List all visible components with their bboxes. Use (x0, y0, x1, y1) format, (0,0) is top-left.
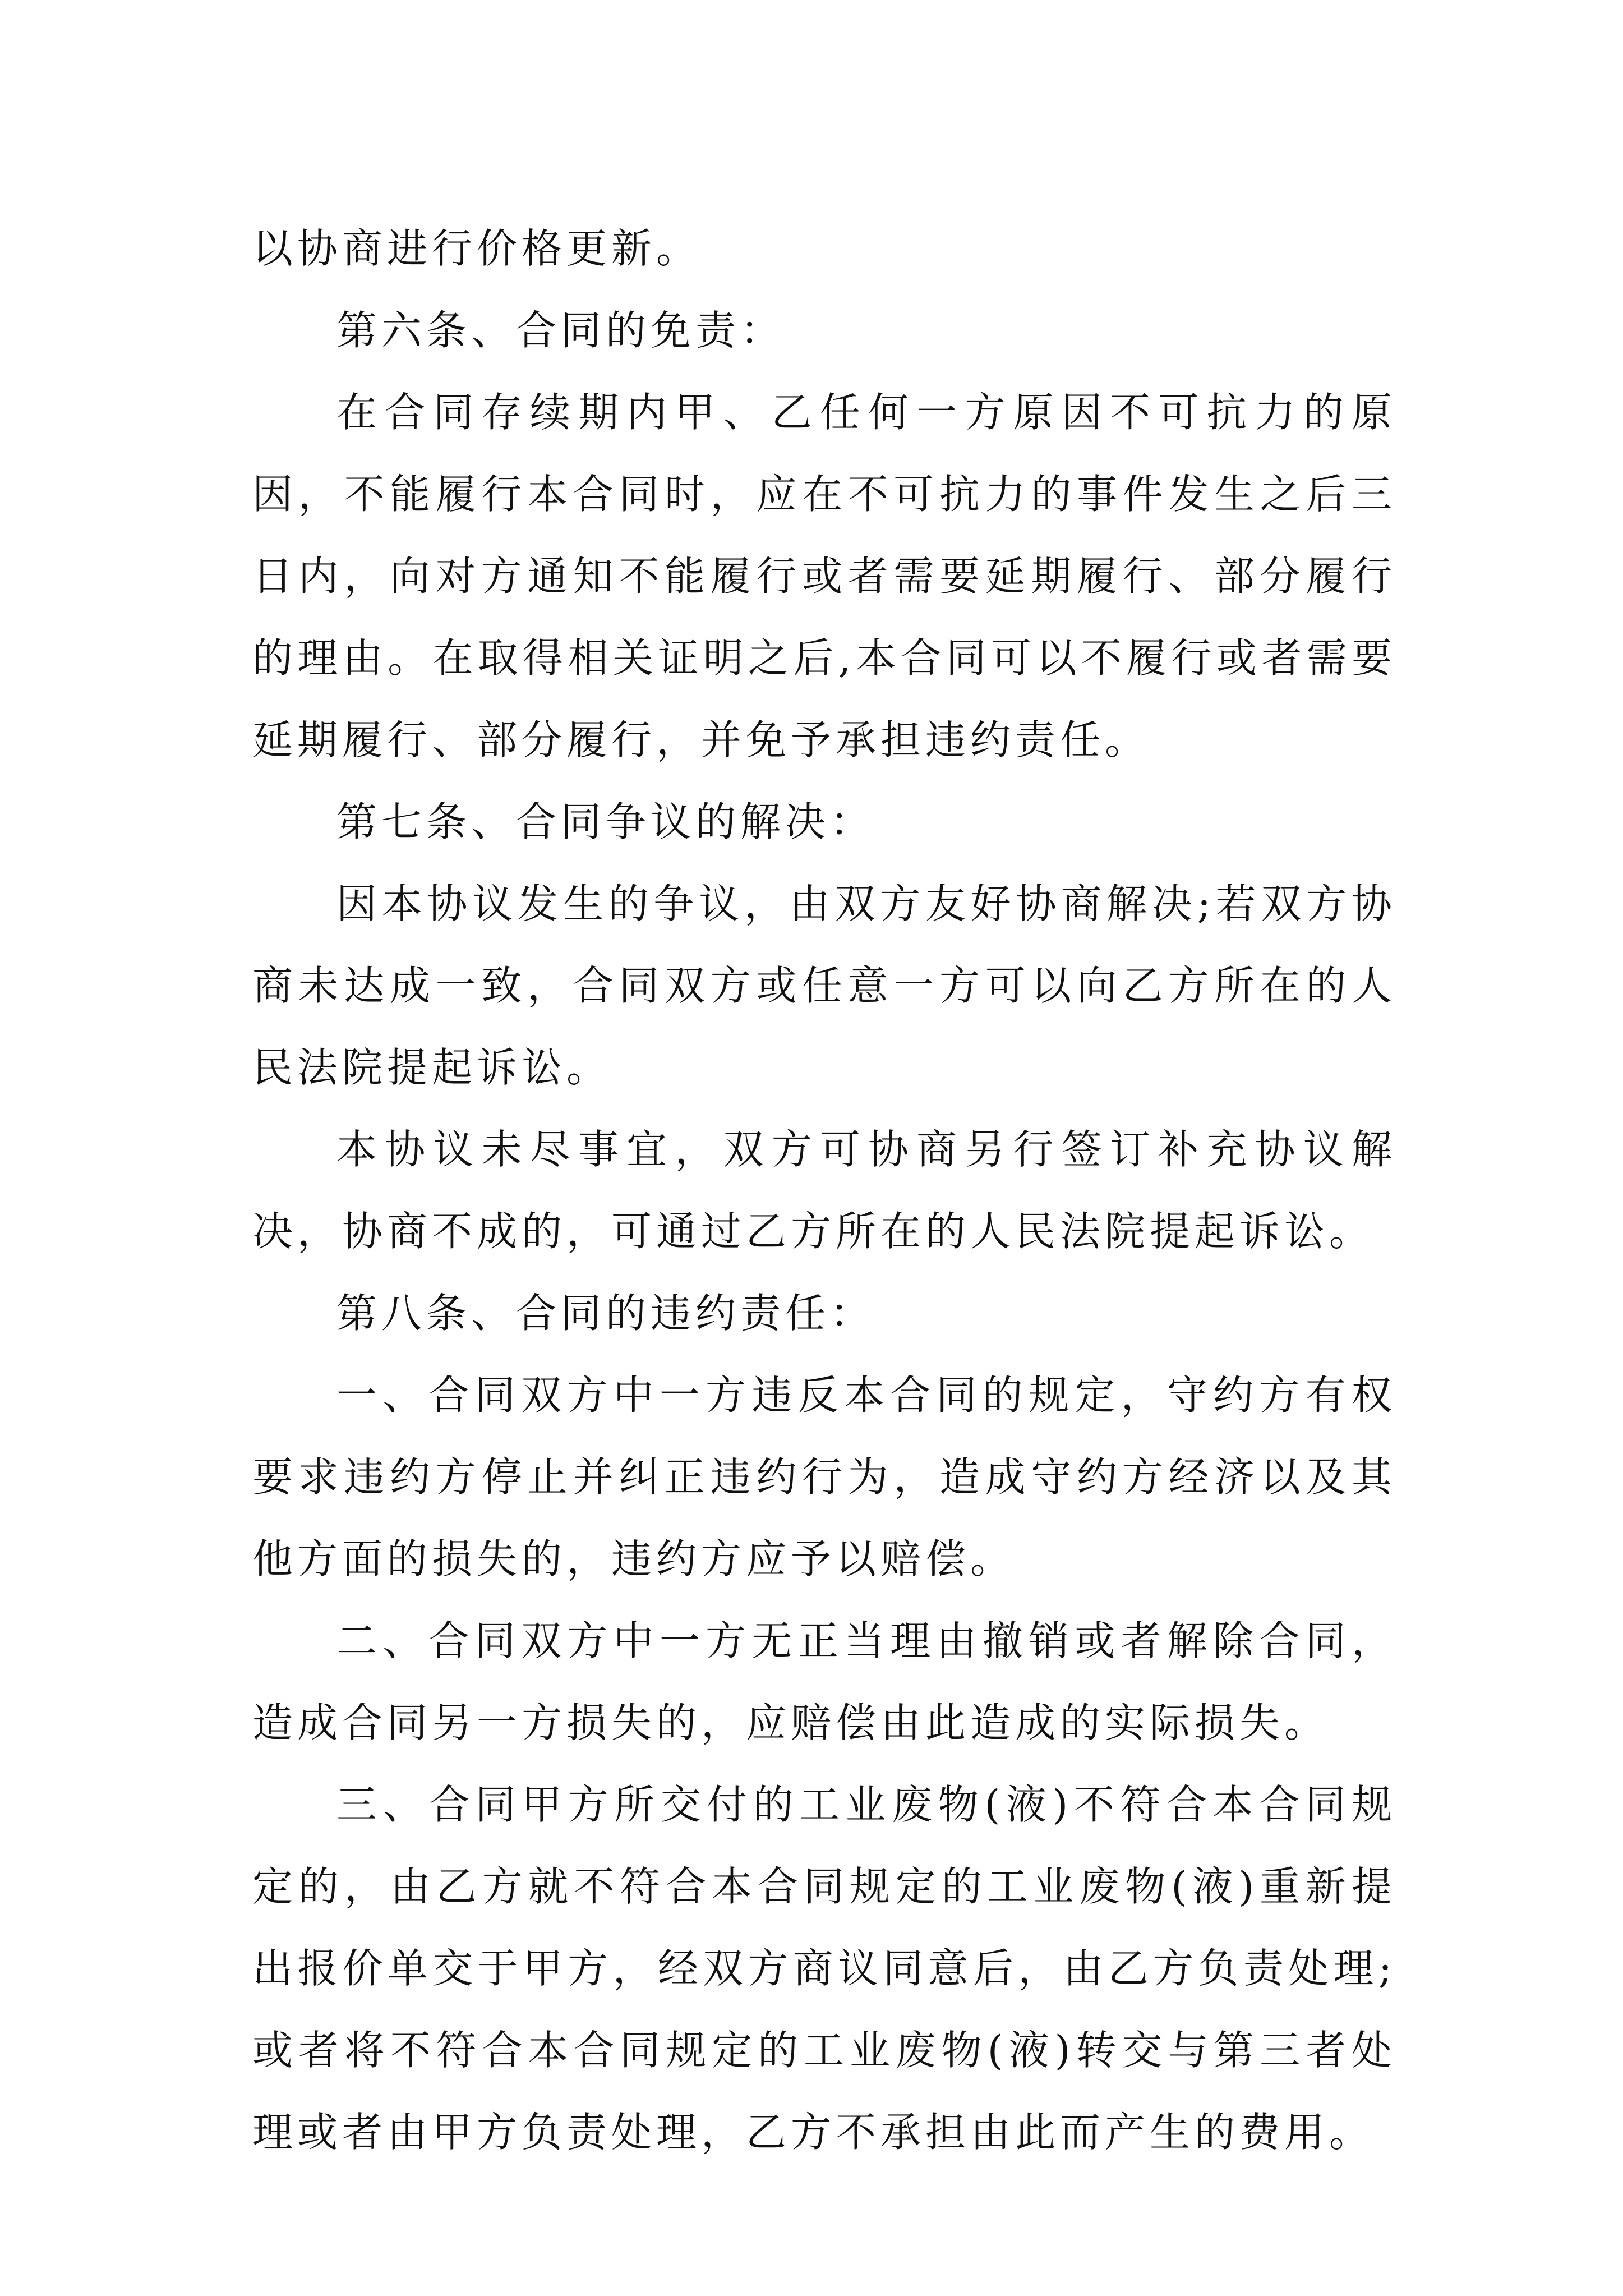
paragraph-breach-clause-1: 一、合同双方中一方违反本合同的规定，守约方有权要求违约方停止并纠正违约行为，造成守约方经济以及其他方面的损失的，违约方应予以赔偿。 (252, 1372, 1396, 1582)
paragraph-dispute-resolution: 因本协议发生的争议，由双方友好协商解决;若双方协商未达成一致，合同双方或任意一方可以向乙方所在的人民法院提起诉讼。 (252, 880, 1396, 1091)
paragraph-breach-clause-3: 三、合同甲方所交付的工业废物(液)不符合本合同规定的，由乙方就不符合本合同规定的工业废物(液)重新提出报价单交于甲方，经双方商议同意后，由乙方负责处理;或者将不符合本合同规定的工业废物(液)转交与第三者处理或者由甲方负责处理，乙方不承担由此而产生的费用。 (252, 1781, 1396, 2156)
paragraph-breach-clause-2: 二、合同双方中一方无正当理由撤销或者解除合同，造成合同另一方损失的，应赔偿由此造成的实际损失。 (252, 1617, 1396, 1746)
paragraph-force-majeure: 在合同存续期内甲、乙任何一方原因不可抗力的原因，不能履行本合同时，应在不可抗力的事件发生之后三日内，向对方通知不能履行或者需要延期履行、部分履行的理由。在取得相关证明之后,本合同可以不履行或者需要延期履行、部分履行，并免予承担违约责任。 (252, 389, 1396, 763)
heading-article-8: 第八条、合同的违约责任： (336, 1290, 875, 1337)
heading-article-7: 第七条、合同争议的解决： (336, 798, 875, 845)
paragraph-price-update: 以协商进行价格更新。 (252, 225, 702, 272)
contract-body (252, 208, 1396, 2173)
heading-article-6: 第六条、合同的免责： (336, 307, 786, 354)
paragraph-supplementary-agreement: 本协议未尽事宜，双方可协商另行签订补充协议解决，协商不成的，可通过乙方所在的人民法院提起诉讼。 (252, 1126, 1396, 1255)
